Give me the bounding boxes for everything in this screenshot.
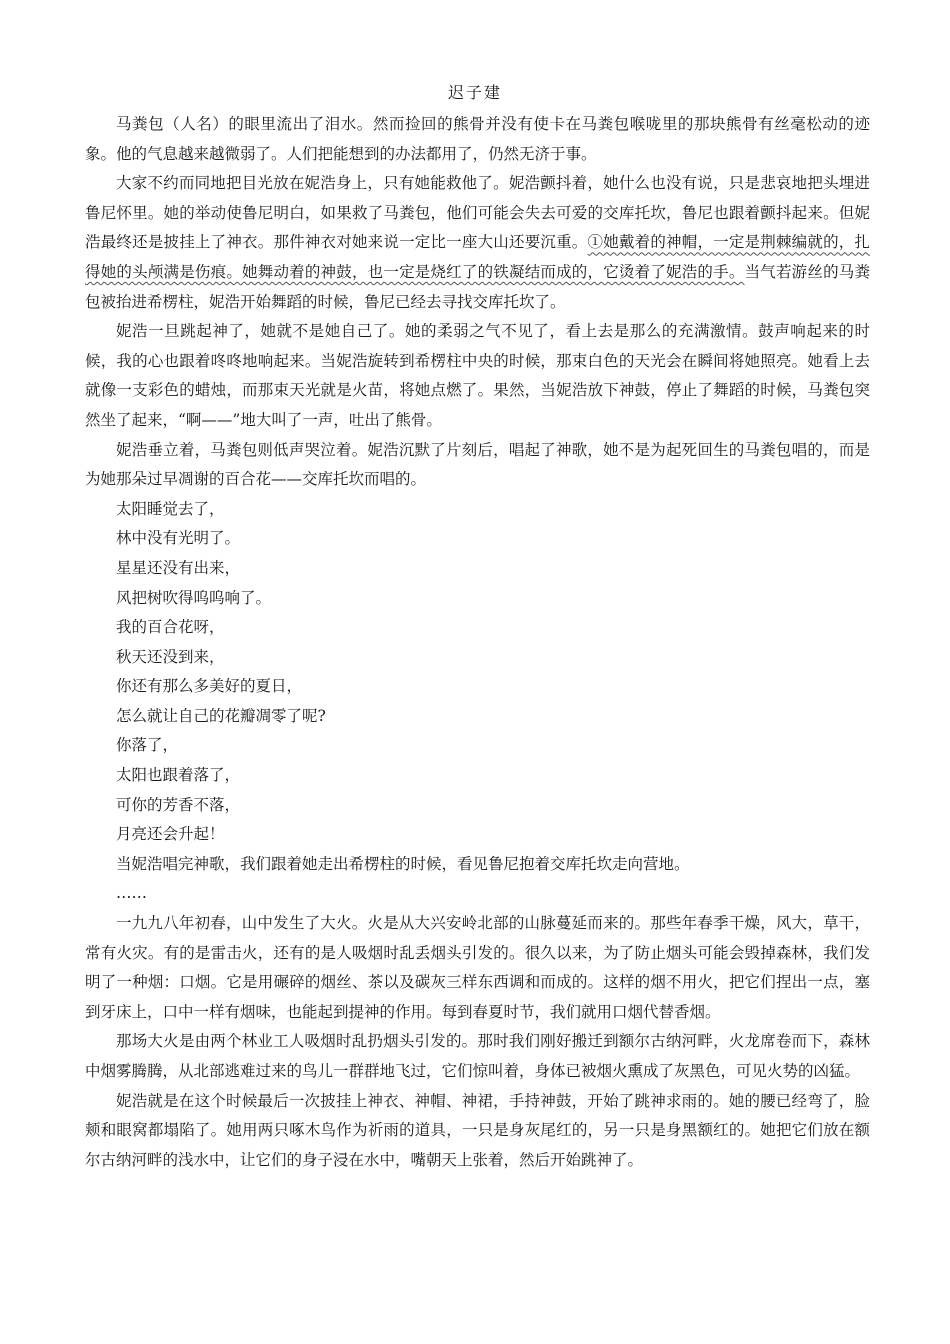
poem-line: 星星还没有出来， xyxy=(116,558,241,577)
poem-line: 我的百合花呀， xyxy=(116,618,225,637)
paragraph-2-part-2: 当气若游丝的马粪包被抬进希楞柱，妮浩开始舞蹈的时候，鲁尼已经去寻找交库托坎了。 xyxy=(85,262,870,311)
poem-line: 太阳也跟着落了， xyxy=(116,766,241,785)
author-name: 迟子建 xyxy=(447,83,502,102)
poem-line: 怎么就让自己的花瓣凋零了呢? xyxy=(116,706,326,725)
poem-line: 你落了， xyxy=(116,736,179,755)
story-text xyxy=(85,110,870,1175)
paragraph-2 xyxy=(85,169,870,317)
poem-line: 可你的芳香不落， xyxy=(116,795,241,814)
underlined-sentence-1: ①她戴着的神帽，一定是荆棘编就的，扎得她的头颅满是伤痕。她舞动着的神鼓，也一定是烧红了的铁凝结而成的，它烫着了妮浩的手。 xyxy=(85,233,870,281)
poem-line: 月亮还会升起！ xyxy=(116,825,225,844)
poem-line: 林中没有光明了。 xyxy=(116,529,241,548)
poem xyxy=(85,495,870,850)
paragraph-3: 妮浩一旦跳起神了，她就不是她自己了。她的柔弱之气不见了，看上去是那么的充满激情。鼓声响起来的时候，我的心也跟着咚咚地响起来。当妮浩旋转到希楞柱中央的时候，那束白色的天光会在瞬间将她照亮。她看上去就像一支彩色的蜡烛，而那束天光就是火苗，将她点燃了。果然，当妮浩放下神鼓，停止了舞蹈的时候，马粪包突然坐了起来，“啊——”地大叫了一声，吐出了熊骨。 xyxy=(85,322,870,429)
poem-line: 你还有那么多美好的夏日， xyxy=(116,677,303,696)
paragraph-after-poem: 当妮浩唱完神歌，我们跟着她走出希楞柱的时候，看见鲁尼抱着交库托坎走向营地。 xyxy=(116,854,690,873)
paragraph-fire-1: 一九九八年初春，山中发生了大火。火是从大兴安岭北部的山脉蔓延而来的。那些年春季干燥，风大，草干，常有火灾。有的是雷击火，还有的是人吸烟时乱丢烟头引发的。很久以来，为了防止烟头可能会毁掉森林，我们发明了一种烟：口烟。它是用碾碎的烟丝、茶以及碳灰三样东西调和而成的。这样的烟不用火，把它们捏出一点，塞到牙床上，口中一样有烟味，也能起到提神的作用。每到春夏时节，我们就用口烟代替香烟。 xyxy=(85,914,870,1021)
paragraph-fire-2: 那场大火是由两个林业工人吸烟时乱扔烟头引发的。那时我们刚好搬迁到额尔古纳河畔，火龙席卷而下，森林中烟雾腾腾，从北部逃难过来的鸟儿一群群地飞过，它们惊叫着，身体已被烟火熏成了灰黑色，可见火势的凶猛。 xyxy=(85,1032,870,1080)
poem-line: 风把树吹得呜呜响了。 xyxy=(116,588,272,607)
poem-line: 太阳睡觉去了， xyxy=(116,499,225,518)
section-ellipsis: …… xyxy=(116,884,147,903)
paragraph-fire-3: 妮浩就是在这个时候最后一次披挂上神衣、神帽、神裙，手持神鼓，开始了跳神求雨的。她的腰已经弯了，脸颊和眼窝都塌陷了。她用两只啄木鸟作为祈雨的道具，一只是身灰尾红的，另一只是身黑额红的。她把它们放在额尔古纳河畔的浅水中，让它们的身子浸在水中，嘴朝天上张着，然后开始跳神了。 xyxy=(85,1091,870,1169)
paragraph-1: 马粪包（人名）的眼里流出了泪水。然而捡回的熊骨并没有使卡在马粪包喉咙里的那块熊骨有丝毫松动的迹象。他的气息越来越微弱了。人们把能想到的办法都用了，仍然无济于事。 xyxy=(85,115,870,163)
paragraph-4: 妮浩垂立着，马粪包则低声哭泣着。妮浩沉默了片刻后，唱起了神歌，她不是为起死回生的马粪包唱的，而是为她那朵过早凋谢的百合花——交库托坎而唱的。 xyxy=(85,440,870,489)
poem-line: 秋天还没到来， xyxy=(116,647,225,666)
paragraph-2-part-1: 大家不约而同地把目光放在妮浩身上，只有她能救他了。妮浩颤抖着，她什么也没有说，只是悲哀地把头埋进鲁尼怀里。她的举动使鲁尼明白，如果救了马粪包，他们可能会失去可爱的交库托坎，鲁尼也跟着颤抖起来。但妮浩最终还是披挂上了神衣。那件神衣对她来说一定比一座大山还要沉重。 xyxy=(85,174,870,252)
